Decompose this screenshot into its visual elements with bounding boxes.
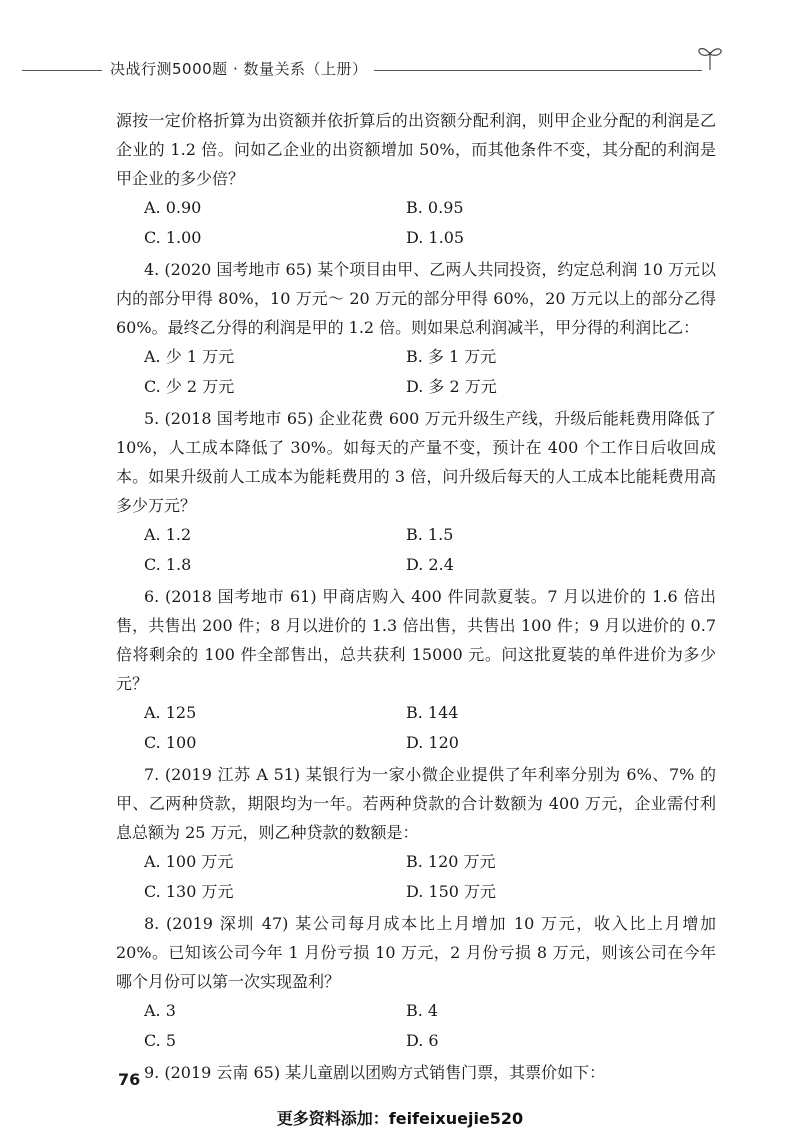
header-rule-left: [22, 70, 102, 71]
page-number: 76: [118, 1070, 141, 1089]
option-grid: [144, 520, 716, 580]
option-d: D. 150 万元: [406, 882, 497, 901]
option-d: D. 2.4: [406, 555, 454, 574]
option-grid: [144, 193, 716, 253]
option-c: C. 130 万元: [144, 882, 234, 901]
option-grid: [144, 996, 716, 1056]
question-item: [116, 255, 716, 402]
option-grid: [144, 847, 716, 907]
continued-question: [116, 106, 716, 253]
option-a: A. 少 1 万元: [144, 347, 235, 366]
header-rule-right: [374, 70, 702, 71]
option-d: D. 多 2 万元: [406, 377, 497, 396]
question-item: [116, 909, 716, 1056]
option-b: B. 120 万元: [406, 852, 496, 871]
option-b: B. 多 1 万元: [406, 347, 497, 366]
question-text: 源按一定价格折算为出资额并依折算后的出资额分配利润，则甲企业分配的利润是乙企业的 1.2 倍。问如乙企业的出资额增加 50%，而其他条件不变，其分配的利润是甲企业的多少倍？: [116, 111, 716, 188]
option-a: A. 1.2: [144, 525, 192, 544]
question-list: [116, 255, 716, 1087]
question-text: 6. (2018 国考地市 61) 甲商店购入 400 件同款夏装。7 月以进价的 1.6 倍出售，共售出 200 件；8 月以进价的 1.3 倍出售，共售出 100 件；9 月以进价的 0.7 倍将剩余的 100 件全部售出，总共获利 15000 元。问这批夏装的单件进价为多少元？: [116, 587, 716, 693]
option-a: A. 100 万元: [144, 852, 234, 871]
option-grid: [144, 698, 716, 758]
question-item: [116, 582, 716, 758]
sprout-icon: [696, 42, 724, 72]
question-item: [116, 760, 716, 907]
option-b: B. 4: [406, 1001, 439, 1020]
option-c: C. 100: [144, 733, 197, 752]
question-item: [116, 1058, 716, 1087]
option-grid: [144, 342, 716, 402]
question-text: 4. (2020 国考地市 65) 某个项目由甲、乙两人共同投资，约定总利润 10 万元以内的部分甲得 80%，10 万元～ 20 万元的部分甲得 60%，20 万元以上的部分乙得 60%。最终乙分得的利润是甲的 1.2 倍。则如果总利润减半，甲分得的利润比乙：: [116, 260, 716, 337]
question-text: 8. (2019 深圳 47) 某公司每月成本比上月增加 10 万元，收入比上月增加 20%。已知该公司今年 1 月份亏损 10 万元，2 月份亏损 8 万元，则该公司在今年哪个月份可以第一次实现盈利？: [116, 914, 716, 991]
question-text: 7. (2019 江苏 A 51) 某银行为一家小微企业提供了年利率分别为 6%、7% 的甲、乙两种贷款，期限均为一年。若两种贷款的合计数额为 400 万元，企业需付利息总额为 25 万元，则乙种贷款的数额是：: [116, 765, 716, 842]
running-header: [22, 48, 722, 88]
option-d: D. 120: [406, 733, 459, 752]
question-text: 5. (2018 国考地市 65) 企业花费 600 万元升级生产线，升级后能耗费用降低了 10%，人工成本降低了 30%。如每天的产量不变，预计在 400 个工作日后收回成本。如果升级前人工成本为能耗费用的 3 倍，问升级后每天的人工成本比能耗费用高多少万元？: [116, 409, 716, 515]
footer-note: 更多资料添加：feifeixuejie520: [276, 1109, 524, 1128]
option-b: B. 144: [406, 703, 459, 722]
question-item: [116, 404, 716, 580]
question-text: 9. (2019 云南 65) 某儿童剧以团购方式销售门票，其票价如下：: [144, 1063, 606, 1082]
option-a: A. 125: [144, 703, 197, 722]
option-c: C. 1.8: [144, 555, 192, 574]
option-c: C. 少 2 万元: [144, 377, 235, 396]
option-a: A. 3: [144, 1001, 176, 1020]
option-c: C. 1.00: [144, 228, 202, 247]
option-d: D. 1.05: [406, 228, 465, 247]
option-c: C. 5: [144, 1031, 177, 1050]
option-b: B. 0.95: [406, 198, 464, 217]
option-b: B. 1.5: [406, 525, 454, 544]
page-content: [116, 104, 716, 1087]
option-d: D. 6: [406, 1031, 439, 1050]
header-title: 决战行测5000题 · 数量关系（上册）: [110, 60, 368, 78]
option-a: A. 0.90: [144, 198, 202, 217]
